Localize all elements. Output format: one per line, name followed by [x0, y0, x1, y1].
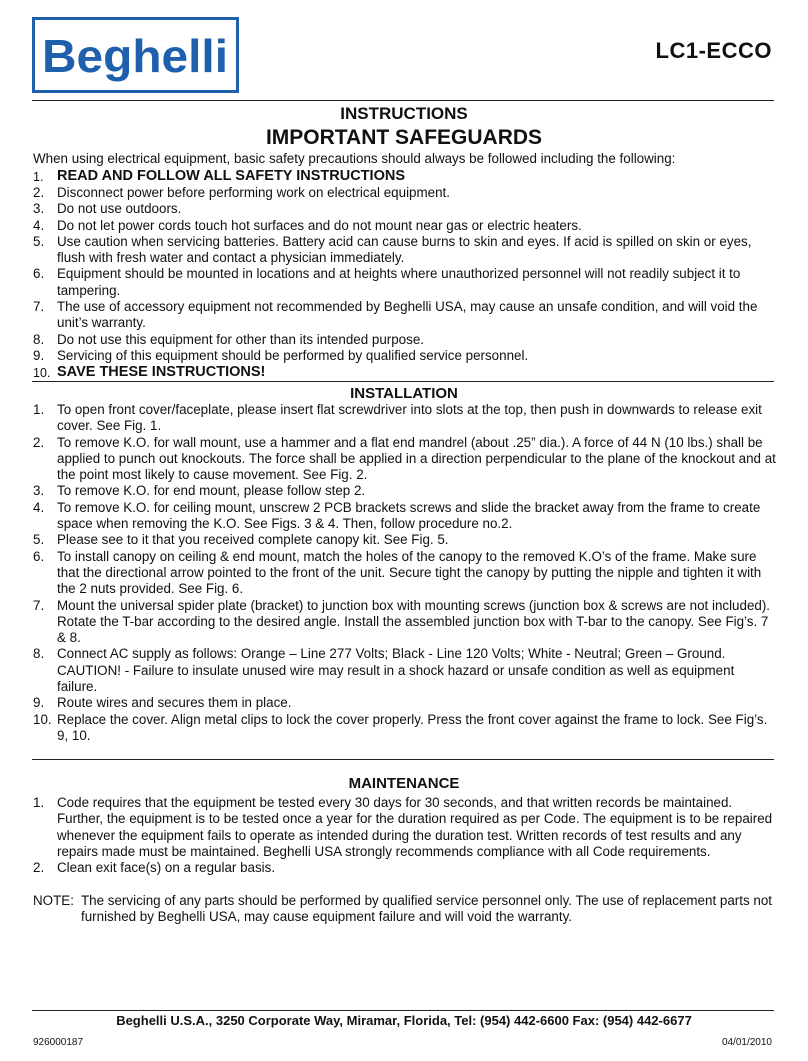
list-item: 3. To remove K.O. for end mount, please follow step 2.: [33, 483, 366, 499]
safeguards-list: [33, 168, 778, 381]
note-label: NOTE:: [33, 893, 74, 908]
list-item: 9. Servicing of this equipment should be performed by qualified service personnel.: [33, 347, 529, 363]
maintenance-note: [33, 893, 778, 926]
installation-list: [33, 402, 778, 744]
list-item: 3. Do not use outdoors.: [33, 201, 182, 217]
list-item: 2. To remove K.O. for wall mount, use a hammer and a flat end mandrel (about .25” dia.). A force of 44 N (10 lbs.) shall be applied to punch out knockouts. The force shall be applied in a direction perpendicular to the plane of the knockout and at the point most likely to cause movement. See Fig. 2.: [33, 434, 776, 483]
list-item: 7. The use of accessory equipment not recommended by Beghelli USA, may cause an unsafe condition, and will void the unit’s warranty.: [33, 299, 758, 331]
installation-heading: INSTALLATION: [350, 385, 458, 402]
header-divider: [32, 100, 774, 101]
list-item: 6. Equipment should be mounted in locations and at heights where unauthorized personnel will not readily subject it to tampering.: [33, 266, 741, 298]
maintenance-divider: [32, 759, 774, 760]
list-item: 9. Route wires and secures them in place.: [33, 695, 292, 711]
list-item: 2. Clean exit face(s) on a regular basis.: [33, 860, 276, 876]
logo-text: Beghelli: [42, 30, 228, 82]
instructions-title: INSTRUCTIONS: [340, 104, 468, 123]
list-item: 8. Do not use this equipment for other than its intended purpose.: [33, 331, 424, 347]
model-number: LC1-ECCO: [655, 38, 772, 63]
brand-logo: [32, 17, 239, 93]
list-item: 5. Use caution when servicing batteries. Battery acid can cause burns to skin and eyes. If acid is spilled on skin or eyes, flush with fresh water and contact a physician immediately.: [33, 233, 752, 266]
list-item: 5. Please see to it that you received complete canopy kit. See Fig. 5.: [33, 532, 449, 548]
list-item: 6. To install canopy on ceiling & end mount, match the holes of the canopy to the removed K.O’s of the frame. Make sure that the directional arrow pointed to the front of the unit. Secure tight the canopy by putting the nipple and tighten it with the 2 nuts provided. See Fig. 6.: [33, 548, 762, 597]
list-item: 10. SAVE THESE INSTRUCTIONS!: [33, 364, 266, 381]
list-item: 2. Disconnect power before performing work on electrical equipment.: [33, 185, 450, 200]
list-item: 1. READ AND FOLLOW ALL SAFETY INSTRUCTIONS: [33, 168, 405, 184]
safeguards-intro: When using electrical equipment, basic safety precautions should always be followed including the following:: [33, 151, 676, 166]
list-item: 10. Replace the cover. Align metal clips to lock the cover properly. Press the front cover against the frame to lock. See Fig’s. 9, 10.: [33, 711, 768, 743]
maintenance-list: [33, 795, 778, 876]
safeguards-title: IMPORTANT SAFEGUARDS: [265, 126, 543, 149]
maintenance-heading: MAINTENANCE: [348, 775, 460, 792]
document-date: 04/01/2010: [721, 1037, 772, 1048]
logo-wordmark: [35, 20, 236, 90]
note-text: The servicing of any parts should be performed by qualified service personnel only. The use of replacement parts not furnished by Beghelli USA, may cause equipment failure and will void the warranty.: [81, 893, 772, 925]
list-item: 1. To open front cover/faceplate, please insert flat screwdriver into slots at the top, then push in downwards to release exit cover. See Fig. 1.: [33, 402, 762, 434]
document-code: 926000187: [33, 1037, 84, 1048]
list-item: 4. Do not let power cords touch hot surfaces and do not mount near gas or electric heaters.: [33, 217, 582, 233]
list-item: 8. Connect AC supply as follows: Orange – Line 277 Volts; Black - Line 120 Volts; White - Neutral; Green – Ground. CAUTION! - Failure to insulate unused wire may result in a shock hazard or unsafe condition as well as equipment failure.: [33, 646, 735, 695]
installation-divider: [32, 381, 774, 382]
footer-divider: [32, 1010, 774, 1011]
list-item: 1. Code requires that the equipment be tested every 30 days for 30 seconds, and that written records be maintained. Further, the equipment is to be tested once a year for the duration required as per Code. The equipment is to be repaired whenever the equipment fails to operate as intended during the duration test. Written records of test results and any repairs made must be maintained. Beghelli USA strongly recommends compliance with all Code requirements.: [33, 795, 773, 859]
footer-address: Beghelli U.S.A., 3250 Corporate Way, Miramar, Florida, Tel: (954) 442-6600 Fax: (954) 442-6677: [116, 1013, 692, 1028]
list-item: 7. Mount the universal spider plate (bracket) to junction box with mounting screws (junction box & screws are not included). Rotate the T-bar according to the desired angle. Install the assembled junction box with T-bar to the canopy. See Fig’s. 7 & 8.: [33, 597, 771, 646]
list-item: 4. To remove K.O. for ceiling mount, unscrew 2 PCB brackets screws and slide the bracket away from the frame to create space when removing the K.O. See Figs. 3 & 4. Then, follow procedure no.2.: [33, 499, 761, 532]
